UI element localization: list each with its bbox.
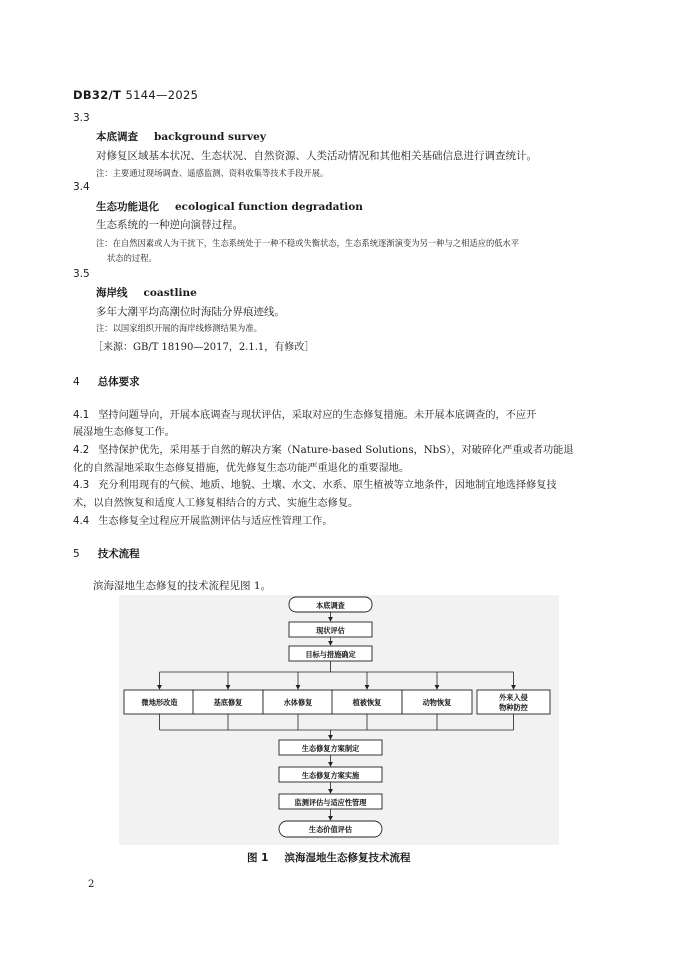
- figure-caption: [247, 850, 410, 865]
- term-note-continued: 状态的过程。: [107, 253, 157, 263]
- clause-number: 4.1: [73, 410, 90, 421]
- measure-label: 外来入侵: [499, 693, 528, 702]
- figure-label: 图 1: [247, 852, 269, 864]
- figure-title: 滨海湿地生态修复技术流程: [284, 852, 411, 864]
- term-definition: 对修复区域基本状况、生态状况、自然资源、人类活动情况和其他相关基础信息进行调查统计。: [96, 150, 537, 162]
- step-label: 生态价值评估: [308, 825, 353, 834]
- code-number: 5144—2025: [125, 88, 199, 102]
- measure-label: 动物恢复: [422, 698, 452, 707]
- step-label: 现状评估: [316, 626, 345, 635]
- step-label: 目标与措施确定: [305, 650, 356, 659]
- term-zh: 本底调查: [96, 131, 138, 143]
- clause-number: 4.2: [73, 445, 90, 456]
- term-zh: 海岸线: [96, 287, 128, 299]
- term-number: 3.5: [73, 268, 90, 280]
- term-en: background survey: [154, 131, 266, 143]
- step-label: 生态修复方案制定: [301, 744, 360, 753]
- step-label: 生态修复方案实施: [301, 771, 360, 780]
- section-number: 4: [73, 376, 80, 388]
- clause-number: 4.3: [73, 480, 90, 491]
- term-definition: 多年大潮平均高潮位时海陆分界痕迹线。: [96, 306, 285, 318]
- clause-continued: 化的自然湿地采取生态修复措施，优先修复生态功能严重退化的重要湿地。: [73, 463, 410, 474]
- measure-label: 物种防控: [499, 703, 528, 712]
- term-definition: 生态系统的一种逆向演替过程。: [96, 219, 243, 231]
- clause-text: 生态修复全过程应开展监测评估与适应性管理工作。: [98, 516, 333, 527]
- measure-label: 水体修复: [283, 698, 313, 707]
- section-title: 总体要求: [97, 376, 140, 388]
- measure-label: 基底修复: [213, 698, 243, 707]
- clause-text: 坚持保护优先，采用基于自然的解决方案（Nature-based Solutions，NbS），对破碎化严重或者功能退: [98, 445, 574, 456]
- clause-continued: 术，以自然恢复和适度人工修复相结合的方式、实施生态修复。: [73, 498, 359, 509]
- term-en: ecological function degradation: [175, 201, 363, 213]
- figure-intro: 滨海湿地生态修复的技术流程见图 1。: [93, 580, 272, 592]
- term-note: 注：在自然因素或人为干扰下，生态系统处于一种不稳或失衡状态，生态系统逐渐演变为另一种与之相适应的低水平: [96, 238, 520, 248]
- measure-label: 微地形改造: [141, 698, 178, 707]
- term-number: 3.3: [73, 112, 90, 124]
- clause-text: 坚持问题导向，开展本底调查与现状评估，采取对应的生态修复措施。未开展本底调查的，不应开: [98, 410, 537, 421]
- term-source: ［来源：GB/T 18190—2017，2.1.1，有修改］: [93, 342, 315, 353]
- term-zh: 生态功能退化: [96, 201, 159, 213]
- page-number: 2: [88, 879, 95, 890]
- step-label: 本底调查: [316, 601, 345, 610]
- clause-continued: 展湿地生态修复工作。: [73, 427, 175, 438]
- code-prefix: DB32/T: [73, 88, 122, 102]
- section-title: 技术流程: [97, 548, 140, 560]
- term-number: 3.4: [73, 181, 90, 193]
- section-number: 5: [73, 548, 80, 560]
- step-label: 监测评估与适应性管理: [294, 798, 367, 807]
- measure-label: 植被恢复: [352, 698, 382, 707]
- term-note: 注：主要通过现场调查、遥感监测、资料收集等技术手段开展。: [96, 168, 329, 178]
- term-note: 注：以国家组织开展的海岸线修测结果为准。: [96, 323, 262, 333]
- clause-number: 4.4: [73, 516, 90, 527]
- clause-text: 充分利用现有的气候、地质、地貌、土壤、水文、水系、原生植被等立地条件，因地制宜地选择修复技: [98, 480, 557, 491]
- term-en: coastline: [143, 287, 197, 299]
